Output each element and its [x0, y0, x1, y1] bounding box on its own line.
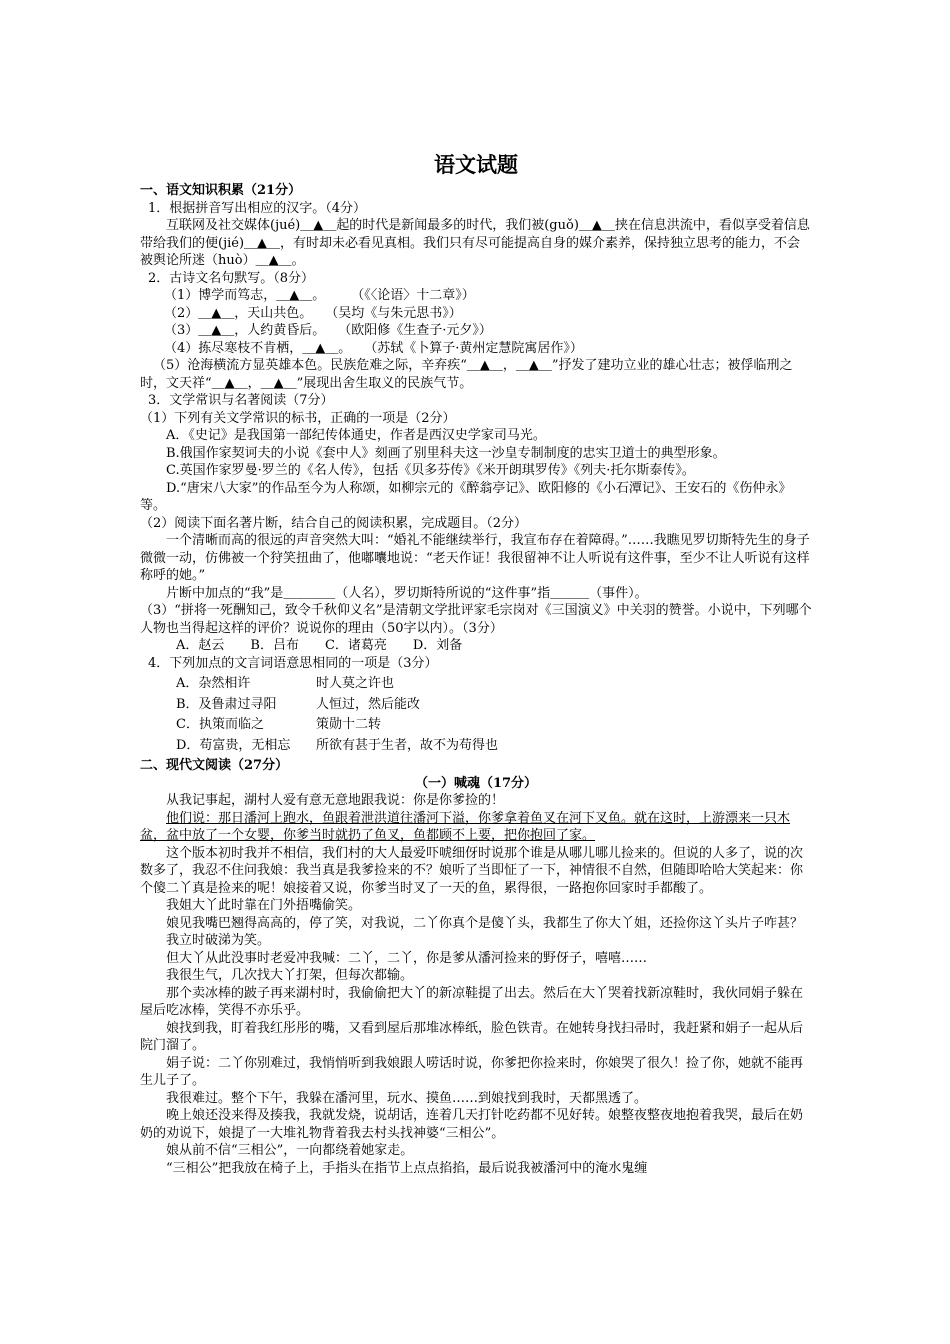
- question-4-option: [140, 716, 812, 734]
- story-paragraph: 我姐大丫此时靠在门外捂嘴偷笑。: [166, 898, 362, 913]
- question-4-option: [140, 675, 812, 693]
- question-4-stem: 4．下列加点的文言词语意思相同的一项是（3分）: [148, 655, 438, 671]
- question-3-stem: 3．文学常识与名著阅读（7分）: [148, 393, 334, 408]
- story-paragraph: 娘从前不信“三相公”，一向都绕着她家走。: [166, 1143, 414, 1158]
- question-4-option: [140, 696, 812, 714]
- question-2-stem: 2．古诗文名句默写。（8分）: [148, 270, 315, 286]
- question-2-line: （1）博学而笃志，＿▲＿。 （《〈论语〉十二章》）: [164, 288, 475, 303]
- question-3-option: B.俄国作家契诃夫的小说《套中人》刻画了别里科夫这一沙皇专制制度的忠实卫道士的典型形象。: [166, 445, 726, 461]
- option-left: C．执策而临之: [176, 717, 264, 732]
- question-3-sub1: （1）下列有关文学常识的标书，正确的一项是（2分）: [140, 410, 456, 426]
- story-paragraph: 娘找到我，盯着我红彤彤的嘴，又看到屋后那堆冰棒纸，脸色铁青。在她转身找扫帚时，我赶紧和娟子一起从后院门溜了。: [140, 1020, 804, 1053]
- question-4-option: [140, 737, 812, 755]
- story-paragraph-underlined: 他们说：那日潘河上跑水，鱼跟着泄洪道往潘河下溢，你爹拿着鱼叉在河下叉鱼。就在这时，上游漂来一只木盆，盆中放了一个女婴，你爹当时就扔了鱼叉，鱼都顾不上要，把你抱回了家。: [140, 810, 791, 843]
- option-left: B．及鲁肃过寻阳: [176, 696, 277, 712]
- question-1-text: 互联网及社交媒体(jué)＿▲＿起的时代是新闻最多的时代，我们被(guǒ)＿▲＿挟在信息洪流中，看似享受着信息带给我们的便(jié)＿▲＿，有时却未必看见真相。我们只有尽可能提高自身的媒介素养，保持独立思考的能力，不会被舆论所迷（huò）＿▲＿。: [140, 218, 810, 268]
- story-paragraph: 娟子说：二丫你别难过，我悄悄听到我娘跟人唠话时说，你爹把你捡来时，你娘哭了很久！捡了你，她就不能再生儿子了。: [140, 1055, 804, 1088]
- section-2-heading: 二、现代文阅读（27分）: [140, 758, 289, 773]
- story-paragraph: 从我记事起，湖村人爱有意无意地跟我说：你是你爹捡的！: [166, 793, 505, 808]
- story-paragraph: 晚上娘还没来得及揍我，我就发烧，说胡话，连着几天打针吃药都不见好转。娘整夜整夜地抱着我哭，最后在奶奶的劝说下，娘提了一大堆礼物背着我去村头找神婆“三相公”。: [140, 1108, 804, 1141]
- option-left: A．杂然相许: [176, 676, 251, 691]
- section-1-heading: 一、语文知识积累（21分）: [140, 183, 302, 198]
- reading-subheading: （一）喊魂（17分）: [414, 775, 538, 791]
- excerpt-fill-blank: 片断中加点的“我”是＿＿＿＿（人名），罗切斯特所说的“这件事”指＿＿＿（事件）。: [166, 585, 648, 601]
- story-paragraph: “三相公”把我放在椅子上，手指头在指节上点点掐掐，最后说我被潘河中的淹水鬼缠: [166, 1160, 648, 1176]
- story-paragraph: 我很难过。整个下午，我躲在潘河里，玩水、摸鱼……到娘找到我时，天都黑透了。: [166, 1090, 648, 1106]
- option-left: D．苟富贵，无相忘: [176, 737, 291, 753]
- page-title: 语文试题: [434, 152, 518, 177]
- option-right: 策勋十二转: [316, 717, 382, 732]
- question-3-option: A．《史记》是我国第一部纪传体通史，作者是西汉史学家司马光。: [166, 428, 546, 443]
- question-3-sub3: （3）“拼将一死酬知己，致令千秋仰义名”是清朝文学批评家毛宗岗对《三国演义》中关羽的赞誉。小说中，下列哪个人物也当得起这样的评价？说说你的理由（50字以内）。（3分）: [140, 603, 812, 636]
- story-paragraph: 我很生气，几次找大丫打架，但每次都输。: [166, 968, 414, 983]
- question-1-stem: 1．根据拼音写出相应的汉字。（4分）: [148, 200, 367, 216]
- question-2-line: （2）＿▲＿，天山共色。 （吴均《与朱元思书》）: [164, 305, 462, 321]
- story-paragraph: 但大丫从此没事时老爱冲我喊：二丫，二丫，你是爹从潘河捡来的野伢子，嘻嘻……: [166, 950, 648, 966]
- question-3-sub2: （2）阅读下面名著片断，结合自己的阅读积累，完成题目。（2分）: [140, 515, 528, 531]
- exam-page: [140, 150, 812, 1177]
- question-3-option: D.“唐宋八大家”的作品至今为人称颂，如柳宗元的《醉翁亭记》、欧阳修的《小石潭记》、王安石的《伤仲永》等。: [140, 480, 792, 513]
- story-paragraph: 这个版本初时我并不相信，我们村的大人最爱吓唬细伢时说那个谁是从哪儿哪儿捡来的。但说的人多了，说的次数多了，我忍不住问我娘：我当真是我爹捡来的不？娘听了当即怔了一下，神情很不自然，但随即哈哈大笑起来：你个傻二丫真是捡来的呢！娘接着又说，你爹当时叉了一天的鱼，累得很，一路抱你回家时手都酸了。: [140, 845, 804, 896]
- question-2-line-5: （5）沧海横流方显英雄本色。民族危难之际，辛弃疾“＿▲＿，＿▲＿”抒发了建功立业的雄心壮志；被俘临刑之时，文天祥“＿▲＿，＿▲＿”展现出舍生取义的民族气节。: [140, 358, 793, 391]
- question-2-line: （3）＿▲＿，人约黄昏后。 （欧阳修《生查子·元夕》）: [164, 323, 492, 338]
- option-right: 时人莫之许也: [316, 676, 395, 691]
- option-right: 所欲有甚于生者，故不为苟得也: [316, 737, 499, 753]
- novel-excerpt: 一个清晰而高的很远的声音突然大叫：“婚礼不能继续举行，我宣布存在着障碍。”……我瞧见罗切斯特先生的身子微微一动，仿佛被一个狩笑扭曲了，他嘟囔地说：“老天作证！我很留神不让人听说有这件事，至少不让人听说有这样称呼的她。”: [140, 533, 810, 583]
- question-2-line: （4）拣尽寒枝不肯栖，＿▲＿。 （苏轼《卜算子·黄州定慧院寓居作》）: [164, 340, 583, 356]
- question-3-option: C.英国作家罗曼·罗兰的《名人传》，包括《贝多芬传》《米开朗琪罗传》《列夫·托尔斯泰传》。: [166, 463, 695, 478]
- story-paragraph: 我立时破涕为笑。: [166, 933, 271, 948]
- story-paragraph: 那个卖冰棒的跛子再来湖村时，我偷偷把大丫的新凉鞋提了出去。然后在大丫哭着找新凉鞋时，我伙同娟子躲在屋后吃冰棒，笑得不亦乐乎。: [140, 985, 804, 1018]
- story-paragraph: 娘见我嘴巴翘得高高的，停了笑，对我说，二丫你真个是傻丫头，我都生了你大丫姐，还捡你这丫头片子咋甚？: [166, 915, 804, 931]
- question-3-sub3-options: A．赵云 B．吕布 C．诸葛亮 D．刘备: [176, 638, 463, 653]
- option-right: 人恒过，然后能改: [316, 696, 421, 712]
